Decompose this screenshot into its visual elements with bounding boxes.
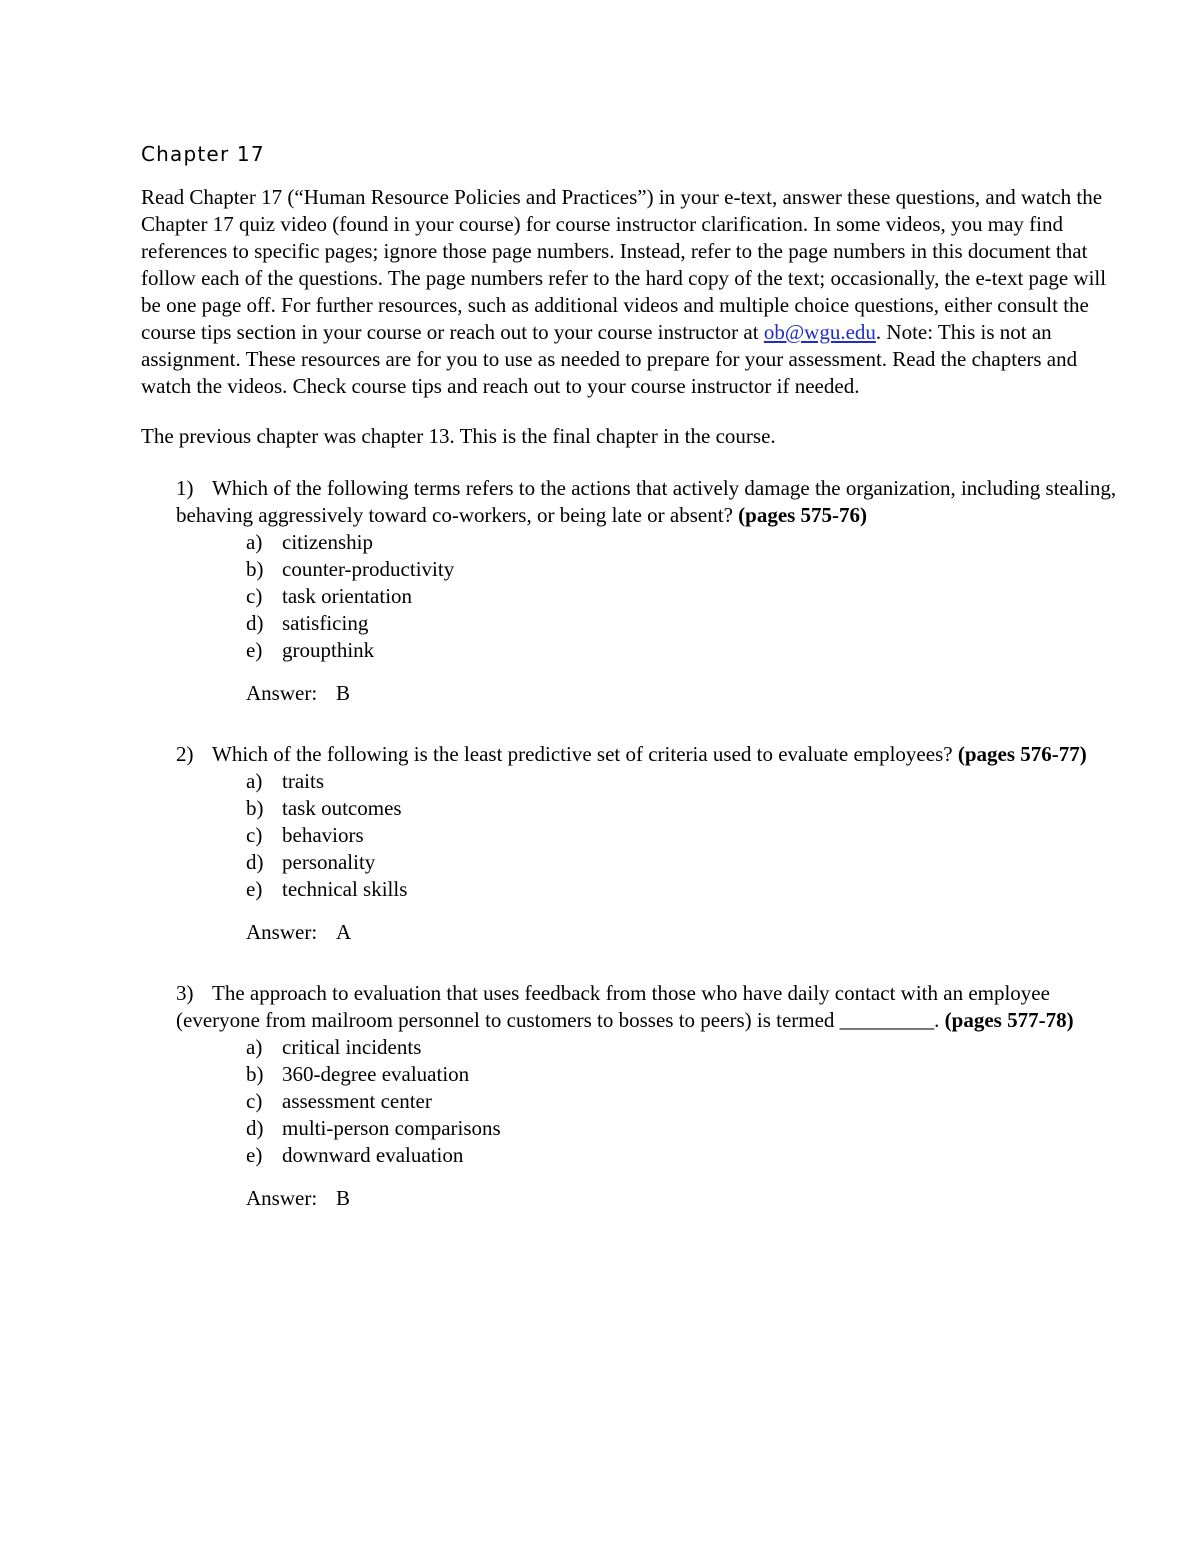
question-1-option-d <box>246 610 1121 637</box>
option-text: citizenship <box>282 530 373 554</box>
answer-value: B <box>336 1186 351 1210</box>
option-letter: d) <box>246 850 264 874</box>
intro-paragraph <box>141 184 1121 400</box>
question-1-option-c <box>246 583 1121 610</box>
answer-label: Answer: <box>246 681 318 705</box>
question-1-option-b <box>246 556 1121 583</box>
question-1-option-a <box>246 529 1121 556</box>
option-text: multi-person comparisons <box>282 1116 501 1140</box>
question-3-option-b <box>246 1061 1121 1088</box>
option-letter: a) <box>246 530 263 554</box>
intro-text-after-link: . Note: This is not an assignment. These resources are for you to use as needed to prepare for your assessment. Read the chapters and watch the videos. Check course tips and reach out to your course instructor if needed. <box>141 320 1078 398</box>
question-3-pages: (pages 577-78) <box>944 1008 1074 1032</box>
question-2-pages: (pages 576-77) <box>957 742 1087 766</box>
question-1-text <box>176 475 1121 529</box>
option-text: behaviors <box>282 823 364 847</box>
answer-label: Answer: <box>246 1186 318 1210</box>
question-2-option-e <box>246 876 1121 903</box>
question-2-option-c <box>246 822 1121 849</box>
option-text: assessment center <box>282 1089 432 1113</box>
question-3-option-e <box>246 1142 1121 1169</box>
question-2-number: 2) <box>176 742 194 766</box>
answer-value: A <box>336 920 352 944</box>
option-letter: a) <box>246 769 263 793</box>
option-text: personality <box>282 850 376 874</box>
answer-value: B <box>336 681 351 705</box>
answer-label: Answer: <box>246 920 318 944</box>
intro-text-before-link: Read Chapter 17 (“Human Resource Policies and Practices”) in your e-text, answer these questions, and watch the Chapter 17 quiz video (found in your course) for course instructor clarification. In some videos, you may find references to specific pages; ignore those page numbers. Instead, refer to the page numbers in this document that follow each of the questions. The page numbers refer to the hard copy of the text; occasionally, the e-text page will be one page off. For further resources, such as additional videos and multiple choice questions, either consult the course tips section in your course or reach out to your course instructor at <box>141 185 1107 344</box>
question-2 <box>176 741 1121 946</box>
option-letter: d) <box>246 611 264 635</box>
question-1-option-e <box>246 637 1121 664</box>
question-1-pages: (pages 575-76) <box>738 503 868 527</box>
question-1-options <box>176 529 1121 664</box>
previous-chapter-note: The previous chapter was chapter 13. This is the final chapter in the course. <box>141 424 776 448</box>
option-letter: e) <box>246 877 263 901</box>
question-2-option-a <box>246 768 1121 795</box>
option-text: satisficing <box>282 611 369 635</box>
question-2-option-b <box>246 795 1121 822</box>
question-2-prompt: Which of the following is the least predictive set of criteria used to evaluate employees? <box>212 742 958 766</box>
question-3-option-a <box>246 1034 1121 1061</box>
chapter-title: Chapter 17 <box>141 142 265 166</box>
question-3 <box>176 980 1121 1212</box>
option-text: technical skills <box>282 877 408 901</box>
option-letter: e) <box>246 638 263 662</box>
question-3-prompt: The approach to evaluation that uses feedback from those who have daily contact with an employee (everyone from mailroom personnel to customers to bosses to peers) is termed _________. <box>176 981 1050 1032</box>
question-1 <box>176 475 1121 707</box>
question-3-options <box>176 1034 1121 1169</box>
option-letter: b) <box>246 796 264 820</box>
question-1-answer <box>246 680 1121 707</box>
option-letter: c) <box>246 1089 263 1113</box>
question-2-options <box>176 768 1121 903</box>
option-text: downward evaluation <box>282 1143 464 1167</box>
option-text: groupthink <box>282 638 375 662</box>
question-2-option-d <box>246 849 1121 876</box>
question-3-option-d <box>246 1115 1121 1142</box>
question-1-number: 1) <box>176 476 194 500</box>
question-3-answer <box>246 1185 1121 1212</box>
option-text: task outcomes <box>282 796 402 820</box>
option-text: traits <box>282 769 324 793</box>
document-page <box>141 140 1121 1212</box>
option-text: task orientation <box>282 584 413 608</box>
option-letter: c) <box>246 823 263 847</box>
option-text: counter-productivity <box>282 557 455 581</box>
question-3-text <box>176 980 1121 1034</box>
question-3-number: 3) <box>176 981 194 1005</box>
question-2-text <box>176 741 1121 768</box>
option-text: critical incidents <box>282 1035 422 1059</box>
option-letter: d) <box>246 1116 264 1140</box>
option-letter: b) <box>246 1062 264 1086</box>
instructor-email-link[interactable]: ob@wgu.edu <box>763 320 876 344</box>
option-letter: e) <box>246 1143 263 1167</box>
question-3-option-c <box>246 1088 1121 1115</box>
question-1-prompt: Which of the following terms refers to the actions that actively damage the organization, including stealing, behaving aggressively toward co-workers, or being late or absent? <box>176 476 1117 527</box>
option-letter: a) <box>246 1035 263 1059</box>
question-2-answer <box>246 919 1121 946</box>
option-letter: c) <box>246 584 263 608</box>
option-text: 360-degree evaluation <box>282 1062 470 1086</box>
option-letter: b) <box>246 557 264 581</box>
